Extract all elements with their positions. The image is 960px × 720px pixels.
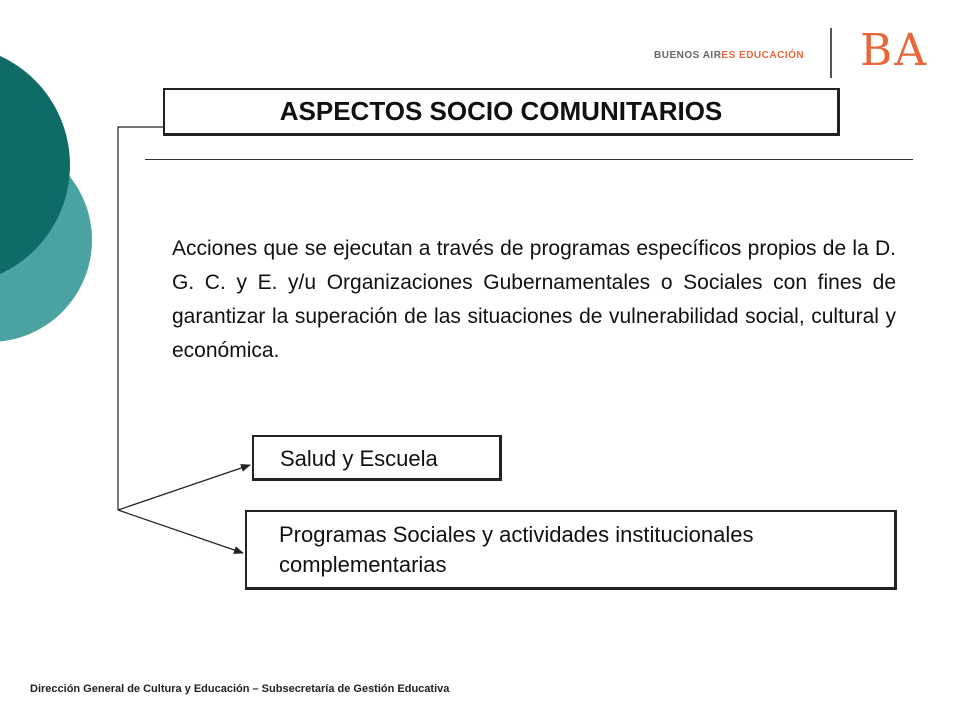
branch-box-salud: [252, 435, 502, 481]
description-text: Acciones que se ejecutan a través de programas específicos propios de la D. G. C. y E. y/u Organizaciones Gubernamentales o Sociales con fines de garantizar la superación de las situaciones de vulnerabilidad social, cultural y económica.: [172, 237, 896, 362]
branch-label-salud: Salud y Escuela: [280, 446, 438, 471]
branch-box-programas: [245, 510, 897, 590]
arrow-to-salud: [118, 465, 250, 510]
page-title: ASPECTOS SOCIO COMUNITARIOS: [279, 96, 723, 126]
logo-monogram: BA: [860, 25, 929, 76]
logo-text-accent: ES EDUCACIÓN: [721, 50, 805, 61]
footer-text: Dirección General de Cultura y Educación – Subsecretaría de Gestión Educativa: [30, 683, 450, 695]
branch-label-programas: Programas Sociales y actividades institucionales complementarias: [279, 522, 754, 577]
arrow-to-programas: [118, 510, 243, 553]
logo-text-main: BUENOS AIR: [654, 50, 722, 61]
bracket-line: [118, 127, 163, 510]
